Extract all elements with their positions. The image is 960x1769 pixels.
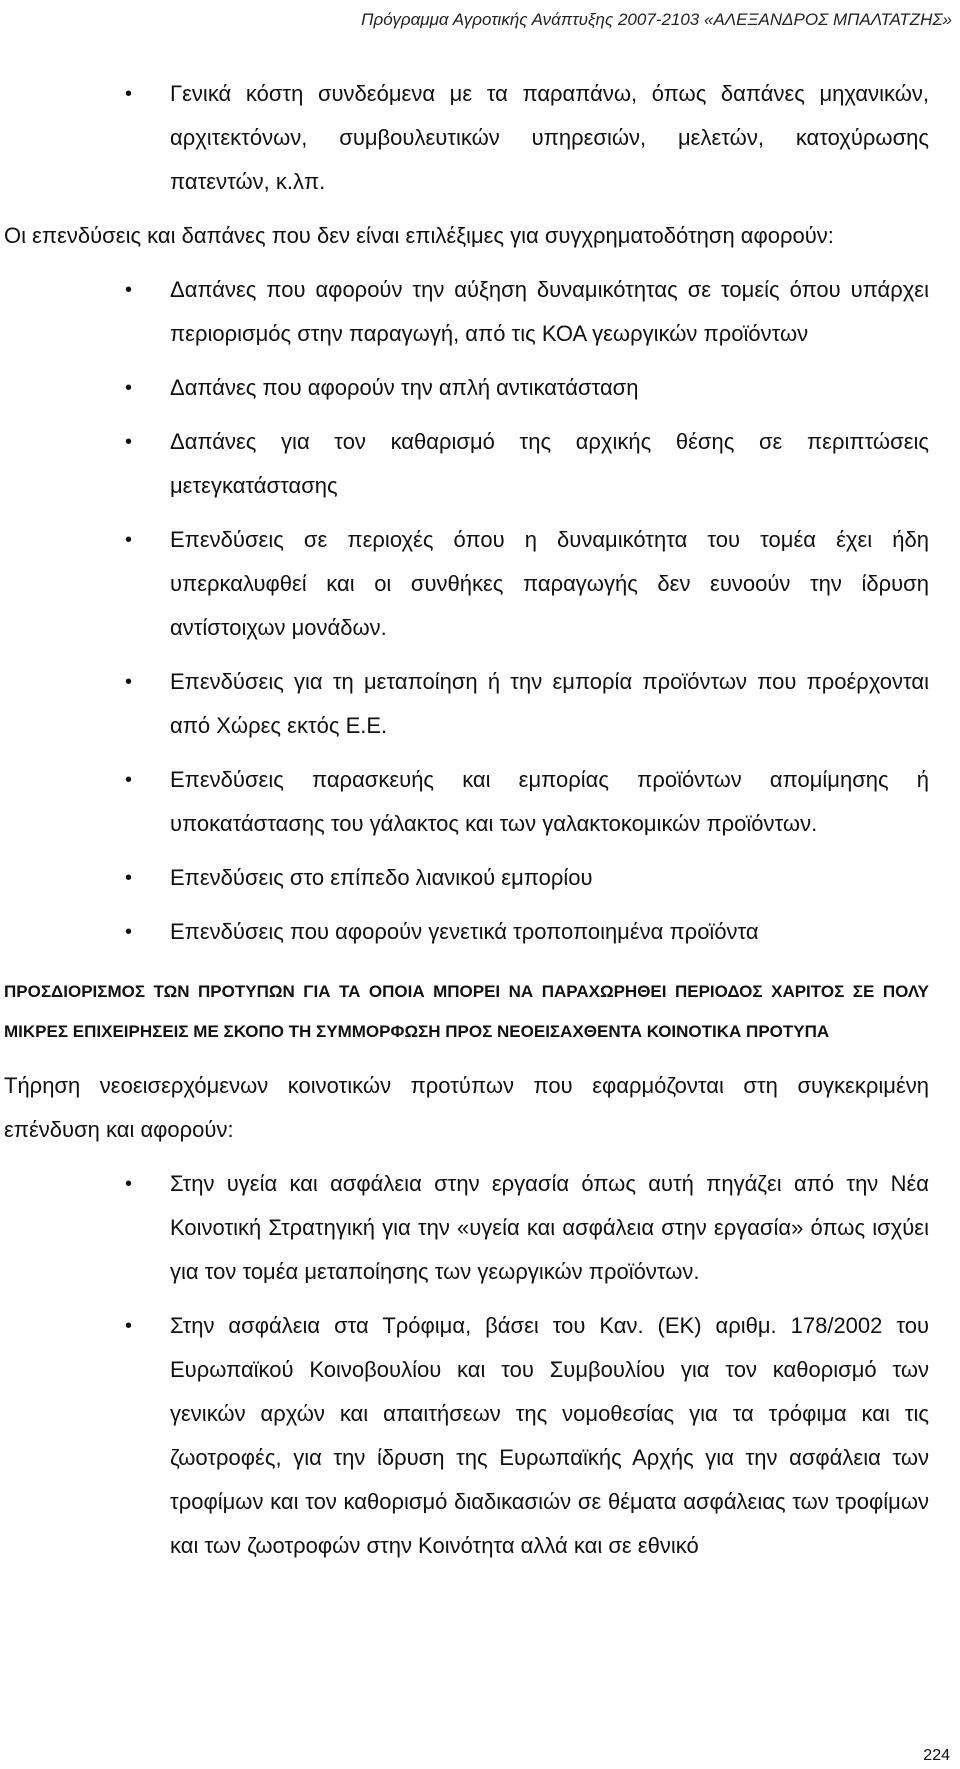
section-heading: ΠΡΟΣΔΙΟΡΙΣΜΟΣ ΤΩΝ ΠΡΟΤΥΠΩΝ ΓΙΑ ΤΑ ΟΠΟΙΑ ΜΠΟΡΕΙ ΝΑ ΠΑΡΑΧΩΡΗΘΕΙ ΠΕΡΙΟΔΟΣ ΧΑΡΙΤΟΣ ΣΕ ΠΟΛΥ ΜΙΚΡΕΣ ΕΠΙΧΕΙΡΗΣΕΙΣ ΜΕ ΣΚΟΠΟ ΤΗ ΣΥΜΜΟΡΦΩΣΗ ΠΡΟΣ ΝΕΟΕΙΣΑΧΘΕΝΤΑ ΚΟΙΝΟΤΙΚΑ ΠΡΟΤΥΠΑ	[4, 982, 929, 1041]
list-item	[4, 1304, 929, 1568]
list-item	[4, 758, 929, 846]
bullet-icon: •	[125, 83, 133, 105]
list-item-text: Στην ασφάλεια στα Τρόφιμα, βάσει του Καν. (ΕΚ) αριθμ. 178/2002 του Ευρωπαϊκού Κοινοβουλίου και του Συμβουλίου για τον καθορισμό των γενικών αρχών και απαιτήσεων της νομοθεσίας για τα τρόφιμα και τις ζωοτροφές, για την ίδρυση της Ευρωπαϊκής Αρχής για την ασφάλεια των τροφίμων και τον καθορισμό διαδικασιών σε θέματα ασφάλειας των τροφίμων και των ζωοτροφών στην Κοινότητα αλλά και σε εθνικό	[170, 1313, 929, 1558]
list-item-text: Επενδύσεις για τη μεταποίηση ή την εμπορία προϊόντων που προέρχονται από Χώρες εκτός Ε.Ε.	[170, 669, 929, 738]
list-item	[4, 660, 929, 748]
list-item-text: Επενδύσεις παρασκευής και εμπορίας προϊόντων απομίμησης ή υποκατάστασης του γάλακτος και των γαλακτοκομικών προϊόντων.	[170, 767, 929, 836]
page-content	[4, 72, 929, 1578]
standards-list	[4, 1162, 929, 1568]
bullet-icon: •	[125, 529, 133, 551]
bullet-icon: •	[125, 671, 133, 693]
bullet-icon: •	[125, 1173, 133, 1195]
list-item	[4, 910, 929, 954]
list-item	[4, 856, 929, 900]
list-item-text: Δαπάνες που αφορούν την αύξηση δυναμικότητας σε τομείς όπου υπάρχει περιορισμός στην παραγωγή, από τις ΚΟΑ γεωργικών προϊόντων	[170, 277, 929, 346]
list-item	[4, 420, 929, 508]
list-item	[4, 268, 929, 356]
list-item-text: Επενδύσεις που αφορούν γενετικά τροποποιημένα προϊόντα	[170, 919, 759, 944]
page-number: 224	[923, 1747, 950, 1764]
standards-paragraph: Τήρηση νεοεισερχόμενων κοινοτικών προτύπων που εφαρμόζονται στη συγκεκριμένη επένδυση και αφορούν:	[4, 1073, 929, 1142]
list-item	[4, 1162, 929, 1294]
bullet-icon: •	[125, 769, 133, 791]
list-item	[4, 518, 929, 650]
bullet-icon: •	[125, 867, 133, 889]
list-item-text: Δαπάνες για τον καθαρισμό της αρχικής θέσης σε περιπτώσεις μετεγκατάστασης	[170, 429, 929, 498]
cost-list	[4, 72, 929, 204]
list-item-text: Στην υγεία και ασφάλεια στην εργασία όπως αυτή πηγάζει από την Νέα Κοινοτική Στρατηγική για την «υγεία και ασφάλεια στην εργασία» όπως ισχύει για τον τομέα μεταποίησης των γεωργικών προϊόντων.	[170, 1171, 929, 1284]
list-item-text: Γενικά κόστη συνδεόμενα με τα παραπάνω, όπως δαπάνες μηχανικών, αρχιτεκτόνων, συμβουλευτικών υπηρεσιών, μελετών, κατοχύρωσης πατεντών, κ.λπ.	[170, 81, 929, 194]
bullet-icon: •	[125, 1315, 133, 1337]
ineligible-list	[4, 268, 929, 954]
list-item-text: Επενδύσεις στο επίπεδο λιανικού εμπορίου	[170, 865, 593, 890]
bullet-icon: •	[125, 431, 133, 453]
running-header: Πρόγραμμα Αγροτικής Ανάπτυξης 2007-2103 «ΑΛΕΞΑΝΔΡΟΣ ΜΠΑΛΤΑΤΖΗΣ»	[361, 10, 952, 29]
list-item-text: Δαπάνες που αφορούν την απλή αντικατάσταση	[170, 375, 639, 400]
list-item-text: Επενδύσεις σε περιοχές όπου η δυναμικότητα του τομέα έχει ήδη υπερκαλυφθεί και οι συνθήκες παραγωγής δεν ευνοούν την ίδρυση αντίστοιχων μονάδων.	[170, 527, 929, 640]
list-item	[4, 72, 929, 204]
bullet-icon: •	[125, 279, 133, 301]
bullet-icon: •	[125, 377, 133, 399]
list-item	[4, 366, 929, 410]
intro-paragraph: Οι επενδύσεις και δαπάνες που δεν είναι επιλέξιμες για συγχρηματοδότηση αφορούν:	[4, 223, 834, 248]
bullet-icon: •	[125, 921, 133, 943]
